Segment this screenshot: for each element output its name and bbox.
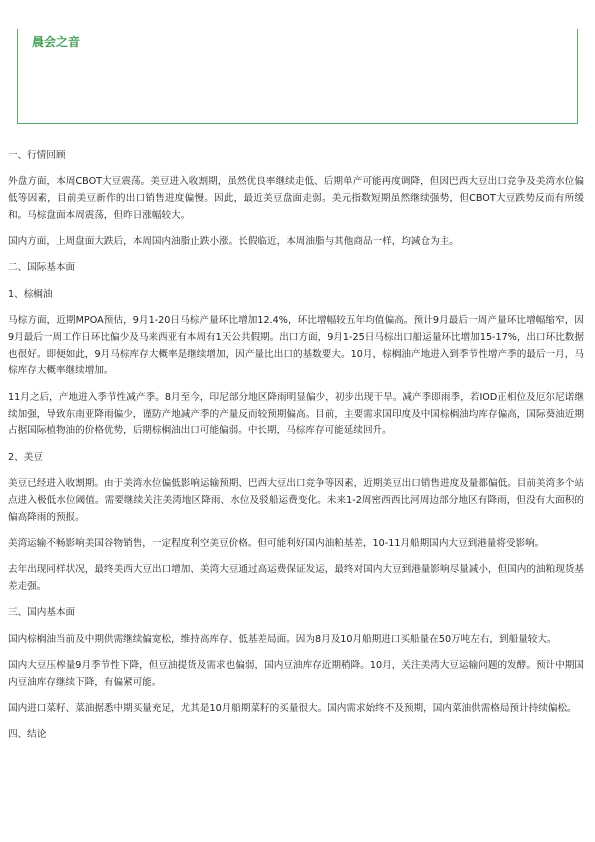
paragraph-malaysia-palm: 马棕方面，近期MPOA预估，9月1-20日马棕产量环比增加12.4%，环比增幅较五年均值偏高。预计9月最后一周产量环比增幅缩窄，因9月最后一周工作日环比偏少及马来西亚有本周有1天公共假期。出口方面，9月1-25日马棕出口船运量环比增加15-17%，出口环比数据也很好。即便如此，9月马棕库存大概率是继续增加，因产量比出口的基数要大。10月，棕榈油产地进入到季节性增产季的最后一月，马棕库存大概率继续增加。 xyxy=(8,315,584,377)
subheading-us-soybean: 2、美豆 xyxy=(8,451,43,463)
paragraph-us-soy-harvest: 美豆已经进入收割期。由于美湾水位偏低影响运输预期、巴西大豆出口竞争等因素，近期美豆出口销售进度及量都偏低。目前美湾多个站点进入极低水位阈值。需要继续关注美湾地区降雨、水位及驳船运费变化。未来1-2周密西西比河周边部分地区有降雨，但没有大面积的偏高降雨的预报。 xyxy=(8,477,584,523)
paragraph-palm-outlook: 11月之后，产地进入季节性减产季。8月至今，印尼部分地区降雨明显偏少，初步出现干旱。减产季即雨季，若IOD正相位及厄尔尼诺继续加强，导致东南亚降雨偏少，谨防产地减产季的产量反而较预期偏高。目前，主要需求国印度及中国棕榈油均库存偏高，国际葵油近期占据国际植物油的价格优势，后期棕榈油出口可能偏弱。中长期，马棕库存可能延续回升。 xyxy=(8,391,584,437)
report-body xyxy=(8,148,584,754)
paragraph-gulf-shipping: 美湾运输不畅影响美国谷物销售，一定程度利空美豆价格。但可能利好国内油粕基差，10-11月船期国内大豆到港量将受影响。 xyxy=(8,537,545,549)
paragraph-last-year: 去年出现同样状况，最终美西大豆出口增加、美湾大豆通过高运费保证发运，最终对国内大豆到港量影响尽量减小，但国内的油粕现货基差走强。 xyxy=(8,564,584,592)
paragraph-domestic-soy-oil: 国内大豆压榨量9月季节性下降，但豆油提货及需求也偏弱，国内豆油库存近期稍降。10月，关注美湾大豆运输问题的发酵。预计中期国内豆油库存继续下降，有偏紧可能。 xyxy=(8,659,584,688)
paragraph-domestic-palm: 国内棕榈油当前及中期供需继续偏宽松，维持高库存、低基差局面。因为8月及10月船期进口买船量在50万吨左右，到船量较大。 xyxy=(8,633,557,645)
section-heading-international: 二、国际基本面 xyxy=(8,262,76,274)
section-heading-conclusion: 四、结论 xyxy=(8,729,47,741)
paragraph-domestic-market: 国内方面，上周盘面大跌后，本周国内油脂止跌小涨。长假临近，本周油脂与其他商品一样，均减仓为主。 xyxy=(8,236,459,248)
section-heading-review: 一、行情回顾 xyxy=(8,150,66,161)
subheading-palm-oil: 1、棕榈油 xyxy=(8,288,53,300)
section-heading-domestic: 三、国内基本面 xyxy=(8,607,76,619)
paragraph-external-market: 外盘方面，本周CBOT大豆震荡。美豆进入收割期，虽然优良率继续走低、后期单产可能再度调降，但因巴西大豆出口竞争及美湾水位偏低等因素，目前美豆新作的出口销售进度偏慢。因此，最近美豆盘面走弱。美元指数短期虽然继续强势，但CBOT大豆跌势反而有所缓和。马棕盘面本周震荡，但昨日涨幅较大。 xyxy=(8,176,584,221)
header-box xyxy=(17,29,578,124)
header-box-title: 晨会之音 xyxy=(32,35,81,49)
paragraph-rapeseed: 国内进口菜籽、菜油据悉中期买量充足，尤其是10月船期菜籽的买量很大。国内需求始终不及预期，国内菜油供需格局预计持续偏松。 xyxy=(8,702,577,714)
